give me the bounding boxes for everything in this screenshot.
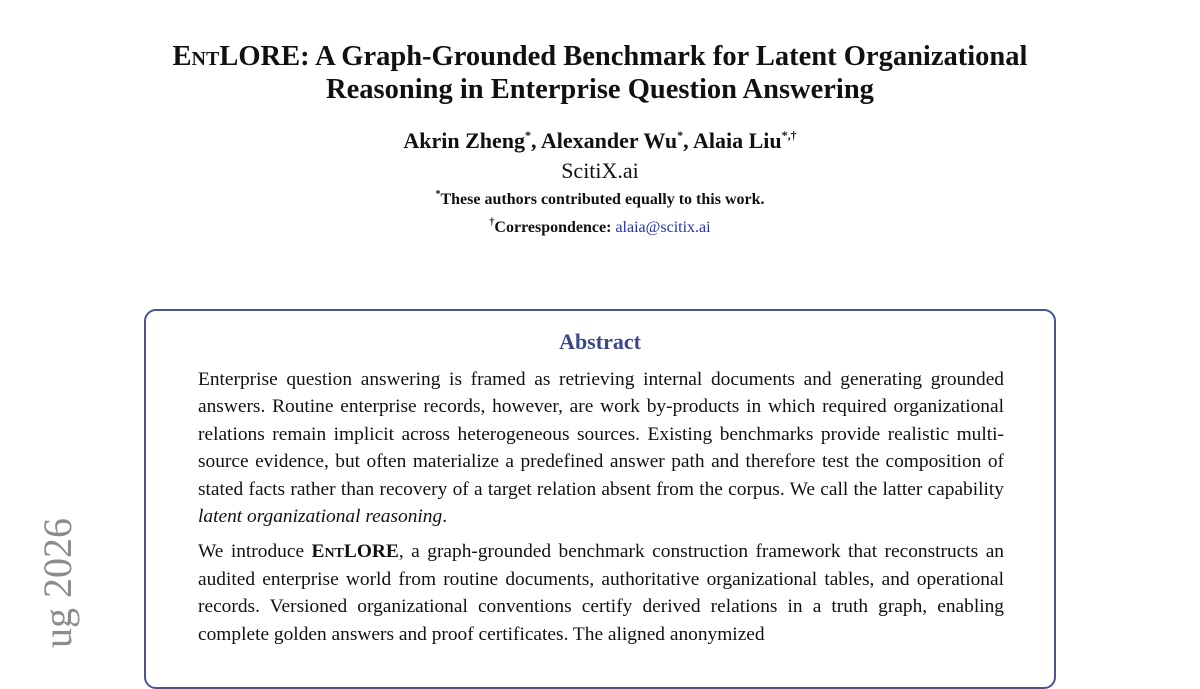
abstract-body: [198, 366, 1004, 656]
correspondence-email-link[interactable]: alaia@scitix.ai: [615, 219, 711, 236]
correspondence-label: Correspondence:: [494, 219, 612, 236]
author-mark: *: [525, 128, 532, 142]
abstract-p1-text: Enterprise question answering is framed as retrieving internal documents and generating grounded answers. Routine enterprise records, however, are work by-products in which required organizational relations remain implicit across heterogeneous sources. Existing benchmarks provide realistic multi-source evidence, but often materialize a predefined answer path and therefore test the composition of stated facts rather than recovery of a target relation absent from the corpus. We call the latter capability: [198, 369, 1004, 500]
benchmark-name: EntLORE: [172, 41, 301, 72]
equal-contribution-note: [100, 190, 1100, 210]
abstract-heading: Abstract: [559, 329, 641, 354]
title-line2: Reasoning in Enterprise Question Answering: [326, 74, 874, 105]
affiliation: ScitiX.ai: [561, 158, 639, 183]
paper-title: [100, 40, 1100, 106]
author-mark: *: [677, 128, 684, 142]
abstract-paragraph: [198, 366, 1004, 530]
abstract-paragraph: [198, 538, 1004, 648]
abstract-p2-start: We introduce: [198, 541, 312, 563]
correspondence-note: [100, 218, 1100, 238]
note-mark: †: [489, 217, 495, 228]
abstract-p2-text: , a graph-grounded benchmark construction framework that reconstructs an audited enterprise world from routine documents, authoritative organizational tables, and operational records. Versioned organizational conventions certify derived relations in a truth graph, enabling complete golden answers and proof certificates. The aligned anonymized: [198, 541, 1004, 645]
abstract-p1-emphasis: latent organizational reasoning: [198, 506, 443, 528]
title-line1: : A Graph-Grounded Benchmark for Latent Organizational: [300, 41, 1028, 72]
benchmark-name: EntLORE: [311, 541, 399, 563]
note-mark: *: [435, 189, 441, 200]
author-list: Akrin Zheng*, Alexander Wu*, Alaia Liu*,†: [403, 128, 797, 153]
abstract-p1-end: .: [442, 506, 448, 528]
author-name: Alaia Liu: [692, 128, 782, 153]
author-mark: *,†: [781, 128, 797, 142]
author-name: Akrin Zheng: [403, 128, 526, 153]
author-name: Alexander Wu: [540, 128, 678, 153]
note-text: These authors contributed equally to this work.: [440, 191, 765, 208]
arxiv-date-stamp: ug 2026: [35, 518, 80, 648]
